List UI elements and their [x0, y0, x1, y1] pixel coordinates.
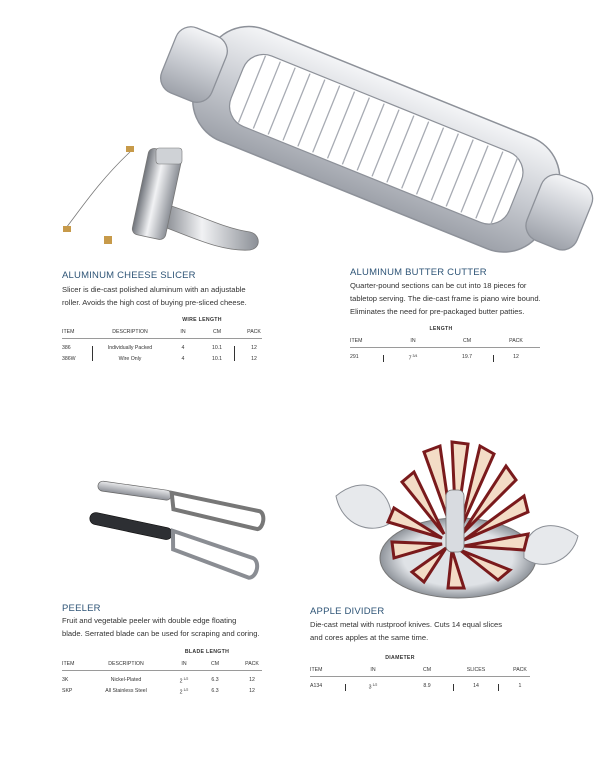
peeler-image: [82, 485, 267, 590]
butter-cutter-title: ALUMINUM BUTTER CUTTER: [350, 267, 487, 278]
peeler-title: PEELER: [62, 603, 101, 614]
cheese-slicer-description: Slicer is die-cast polished aluminum with an adjustable roller. Avoids the high cost of buying pre-sliced cheese.: [62, 285, 247, 307]
table-row: A134 $3^{1/2}$ 8.9 14 1: [310, 683, 522, 691]
table-row: SKP All Stainless Steel $2^{1/2}$ 6.3 12: [62, 688, 255, 696]
table-row: 386 Individually Packed 4 10.1 12: [62, 345, 257, 351]
peeler-spec-table: BLADE LENGTH ITEM DESCRIPTION IN CM PACK 3K Nickel-Plated $2^{1/2}$ 6.3 12 SKP All Stainless Steel $2^{1/2}$ 6.3 12: [62, 649, 262, 699]
cheese-slicer-spec-table: WIRE LENGTH ITEM DESCRIPTION IN CM PACK 386 Individually Packed 4 10.1 12 386W Wire Only 4 10.1 12: [62, 317, 262, 367]
table-row: 3K Nickel-Plated $2^{1/2}$ 6.3 12: [62, 677, 255, 685]
cheese-slicer-image: [60, 140, 270, 260]
peeler-description: Fruit and vegetable peeler with double edge floating blade. Serrated blade can be used for scraping and coring.: [62, 616, 260, 638]
butter-cutter-spec-table: LENGTH ITEM IN CM PACK 291 $7^{3/4}$ 19.7 12: [350, 326, 540, 366]
apple-divider-image: [332, 430, 582, 610]
cheese-slicer-title: ALUMINUM CHEESE SLICER: [62, 270, 196, 281]
butter-cutter-description: Quarter-pound sections can be cut into 18 pieces for tabletop serving. The die-cast frame is piano wire bound. Eliminates the need for pre-packaged butter patties.: [350, 281, 541, 316]
apple-divider-description: Die-cast metal with rustproof knives. Cuts 14 equal slices and cores apples at the same time.: [310, 620, 503, 642]
table-row: 291 $7^{3/4}$ 19.7 12: [350, 354, 519, 362]
table-row: 386W Wire Only 4 10.1 12: [62, 356, 257, 362]
apple-divider-spec-table: DIAMETER ITEM IN CM SLICES PACK A134 $3^{1/2}$ 8.9 14 1: [310, 655, 530, 695]
apple-divider-title: APPLE DIVIDER: [310, 606, 385, 617]
